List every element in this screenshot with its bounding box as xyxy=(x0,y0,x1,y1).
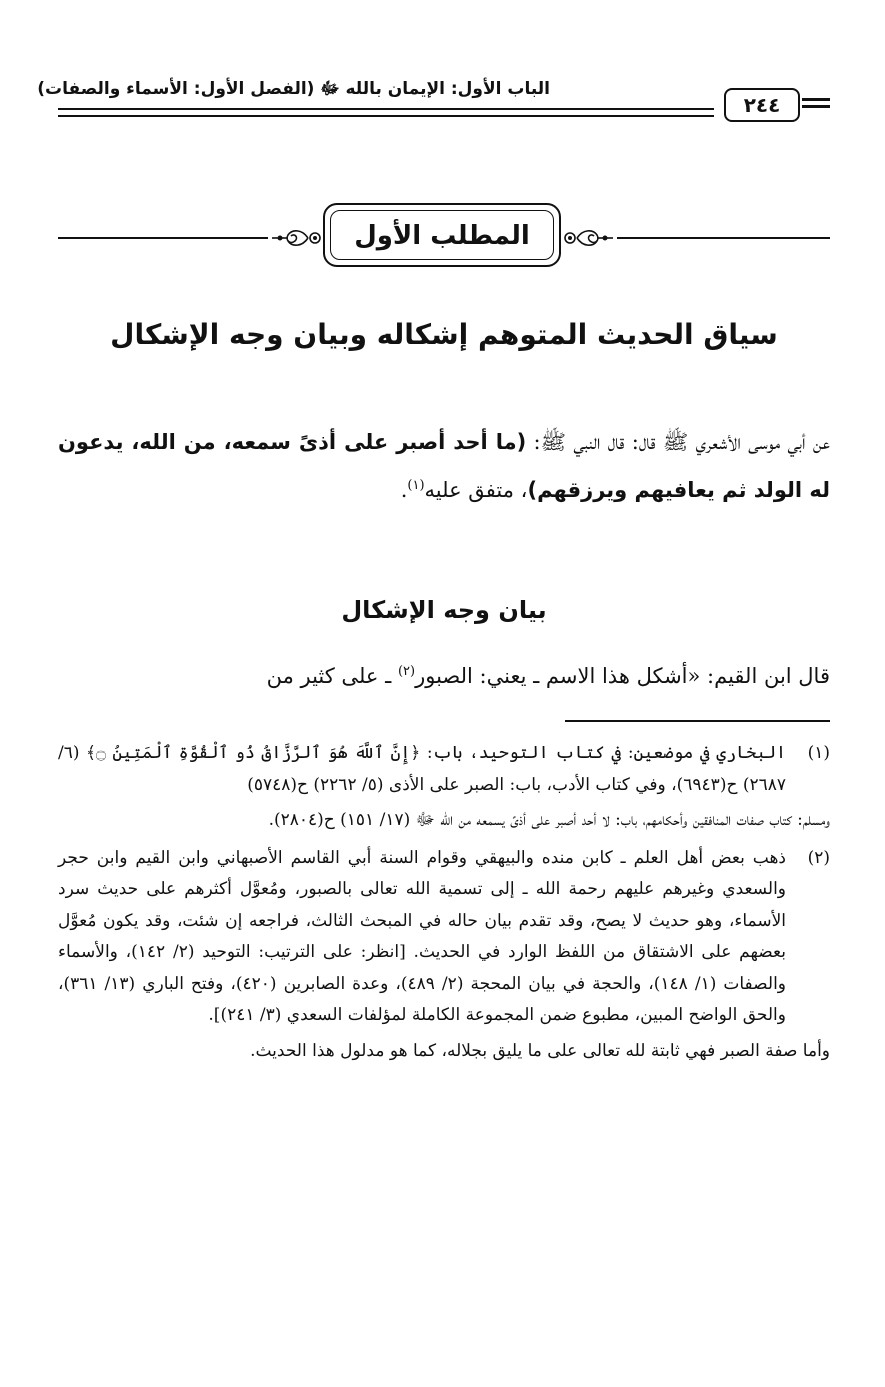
page-number-dash-bottom xyxy=(802,105,830,108)
hadith-intro: عن أبي موسى الأشعري ﷺ قال: قال النبي ﷺ: xyxy=(526,430,830,454)
footnote-number: (١) xyxy=(807,743,830,763)
hadith-text: (ما أحد أصبر على أذىً سمعه، من الله، يدعون له الولد ثم يعافيهم ويرزقهم) xyxy=(58,430,830,502)
footnote-text: ذهب بعض أهل العلم ـ كابن منده والبيهقي وقوام السنة أبي القاسم الأصبهاني وابن القيم وابن حجر والسعدي وغيرهم عليهم رحمة الله ـ إلى تسمية الله تعالى بالصبور، ومُعوَّل أكثرهم على حديث سرد الأسماء، وهو حديث لا يصح، وقد تقدم بيان حاله في المبحث الثالث، فراجعه إن شئت، وقد يكون مُعوَّل بعضهم على الاشتقاق من اللفظ الوارد في الحديث. [انظر: على الترتيب: التوحيد (٢/ ١٤٢)، والأسماء والصفات (١/ ١٤٨)، والحجة في بيان المحجة (٢/ ٤٨٩)، وعدة الصابرين (٤٢٠)، وفتح الباري (١٣/ ٣٦١)، والحق الواضح المبين، مطبوع ضمن المجموعة الكاملة لمؤلفات السعدي (٣/ ٢٤١)]. xyxy=(58,847,787,1025)
section-label: المطلب الأول xyxy=(330,210,554,260)
footnote-ref-1: (١) xyxy=(407,478,425,493)
page-number-dash-top xyxy=(802,98,830,101)
hadith-end: . xyxy=(400,478,408,502)
footnote-number: (٢) xyxy=(807,847,830,868)
hadith-outro: ، متفق عليه xyxy=(424,478,528,502)
running-title: الباب الأول: الإيمان بالله ﷻ (الفصل الأول: الأسماء والصفات) xyxy=(37,79,550,99)
quote-start: قال ابن القيم: «أشكل هذا الاسم ـ يعني: الصبور xyxy=(415,664,830,688)
header-rule-bottom xyxy=(58,115,714,117)
section-heading xyxy=(58,203,830,271)
page-header xyxy=(37,78,830,138)
footnote-2-continuation: وأما صفة الصبر فهي ثابتة لله تعالى على ما يليق بجلاله، كما هو مدلول هذا الحديث. xyxy=(250,1040,830,1061)
quote-paragraph xyxy=(58,650,830,698)
hadith-paragraph xyxy=(58,420,830,512)
heading-line-left xyxy=(58,237,268,239)
ornament-right-icon xyxy=(563,223,617,253)
page-number-box: ٢٤٤ xyxy=(724,88,800,122)
main-title: سياق الحديث المتوهم إشكاله وبيان وجه الإشكال xyxy=(110,318,778,351)
footnote-1-continuation: ومسلم: كتاب صفات المنافقين وأحكامهم، باب: لا أحد أصبر على أذىً يسمعه من الله ﷻ (١٧/ ١٥١) ح(٢٨٠٤). xyxy=(268,810,830,830)
heading-line-right xyxy=(617,237,830,239)
ornament-left-icon xyxy=(268,223,322,253)
subsection-title: بيان وجه الإشكال xyxy=(341,596,547,624)
footnote-ref-2: (٢) xyxy=(397,664,416,679)
footnote-text: البخاري في موضعين: في كتاب التوحيد، باب: ﴿إِنَّ ٱللَّهَ هُوَ ٱلرَّزَّاقُ ذُو ٱلْقُوَّةِ ٱلْمَتِينُ ۝﴾ (٦/ ٢٦٨٧) ح(٦٩٤٣)، وفي كتاب الأدب، باب: الصبر على الأذى (٥/ ٢٢٦٢) ح(٥٧٤٨) xyxy=(58,743,787,795)
footnotes xyxy=(58,738,830,1067)
page-number xyxy=(718,88,830,124)
footnote-separator xyxy=(565,720,830,722)
quote-end: ـ على كثير من xyxy=(266,664,398,688)
section-label-frame xyxy=(323,203,561,267)
footnote-2 xyxy=(58,843,830,1032)
header-rule-top xyxy=(58,108,714,110)
footnote-1 xyxy=(58,738,830,801)
